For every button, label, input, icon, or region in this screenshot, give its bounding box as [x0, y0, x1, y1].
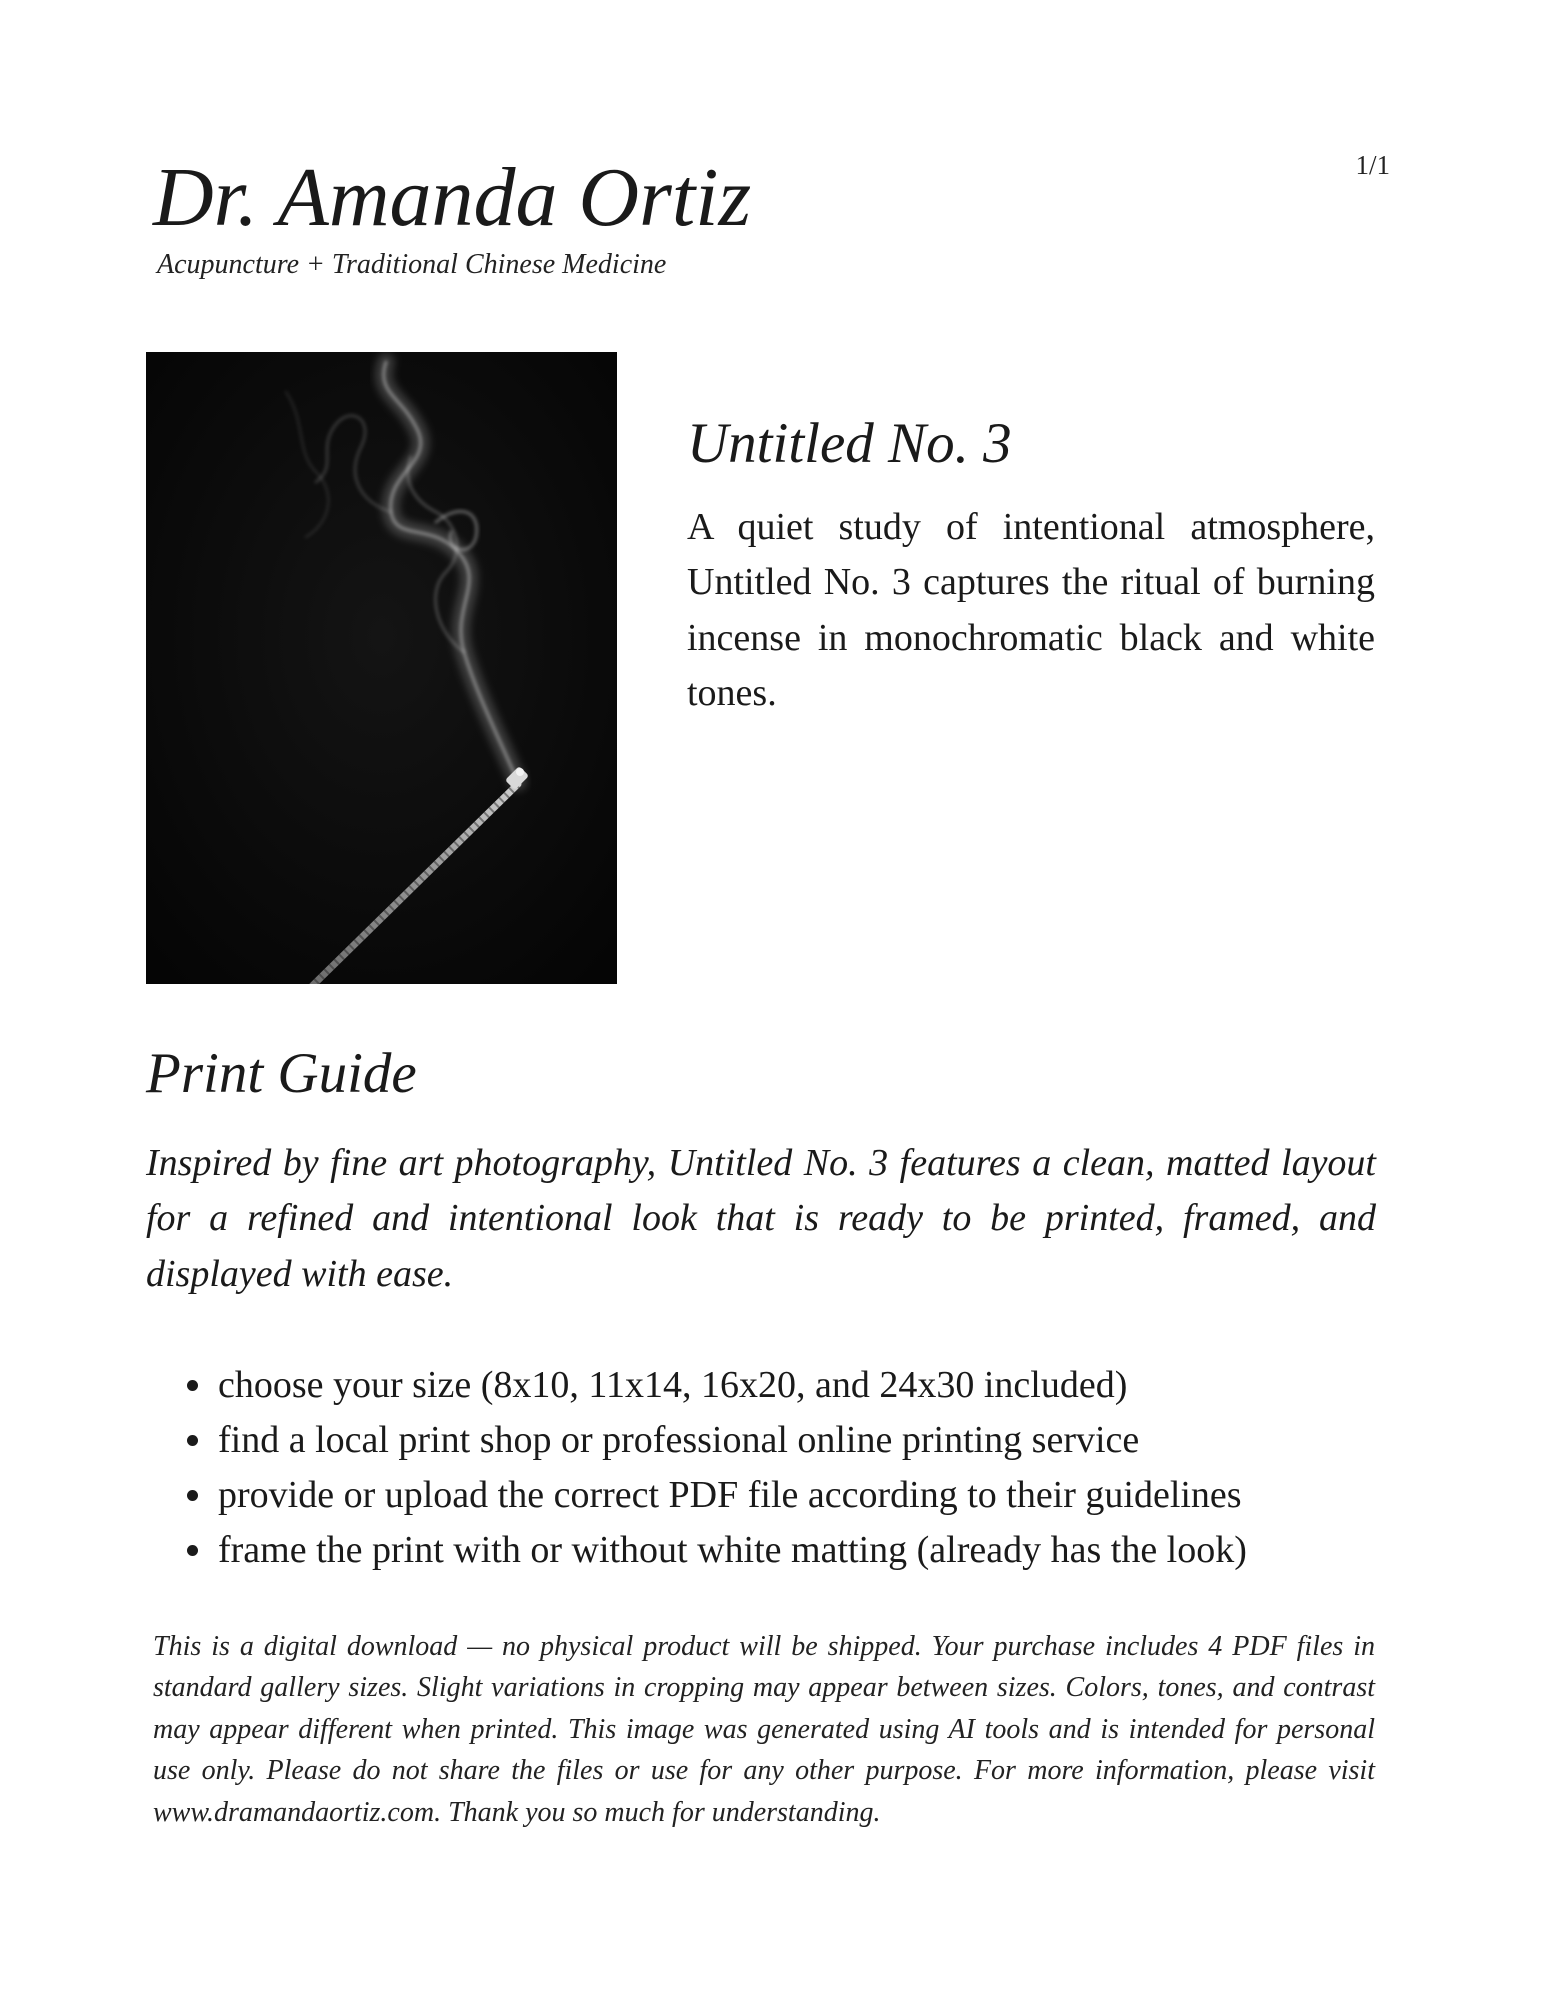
artwork-section	[687, 410, 1375, 721]
digital-download-disclaimer: This is a digital download — no physical product will be shipped. Your purchase includes 4 PDF files in standard gallery sizes. Slight variations in cropping may appear between sizes. Colors, tones, and contrast may appear different when printed. This image was generated using AI tools and is intended for personal use only. Please do not share the files or use for any other purpose. For more information, please visit www.dramandaortiz.com. Thank you so much for understanding.	[153, 1631, 1375, 1828]
practice-subtitle: Acupuncture + Traditional Chinese Medicine	[157, 248, 667, 280]
document-header	[153, 150, 751, 281]
print-guide-section	[146, 1040, 1376, 1833]
artwork-description: A quiet study of intentional atmosphere, Untitled No. 3 captures the ritual of burning incense in monochromatic black and white tones.	[687, 506, 1375, 714]
print-step: • choose your size (8x10, 11x14, 16x20, and 24x30 included)	[216, 1358, 1376, 1413]
artwork-title: Untitled No. 3	[687, 412, 1012, 475]
print-steps-list	[146, 1358, 1376, 1578]
print-step: • frame the print with or without white matting (already has the look)	[216, 1523, 1376, 1578]
print-guide-title: Print Guide	[146, 1042, 417, 1105]
print-step: • provide or upload the correct PDF file according to their guidelines	[216, 1468, 1376, 1523]
doctor-name-title: Dr. Amanda Ortiz	[153, 151, 752, 244]
print-step: • find a local print shop or professional online printing service	[216, 1413, 1376, 1468]
print-guide-intro: Inspired by fine art photography, Untitled No. 3 features a clean, matted layout for a refined and intentional look that is ready to be printed, framed, and displayed with ease.	[146, 1142, 1376, 1295]
incense-smoke-photo-icon	[146, 352, 617, 984]
incense-photo-graphic	[146, 352, 617, 984]
page-number: 1/1	[1355, 150, 1390, 180]
